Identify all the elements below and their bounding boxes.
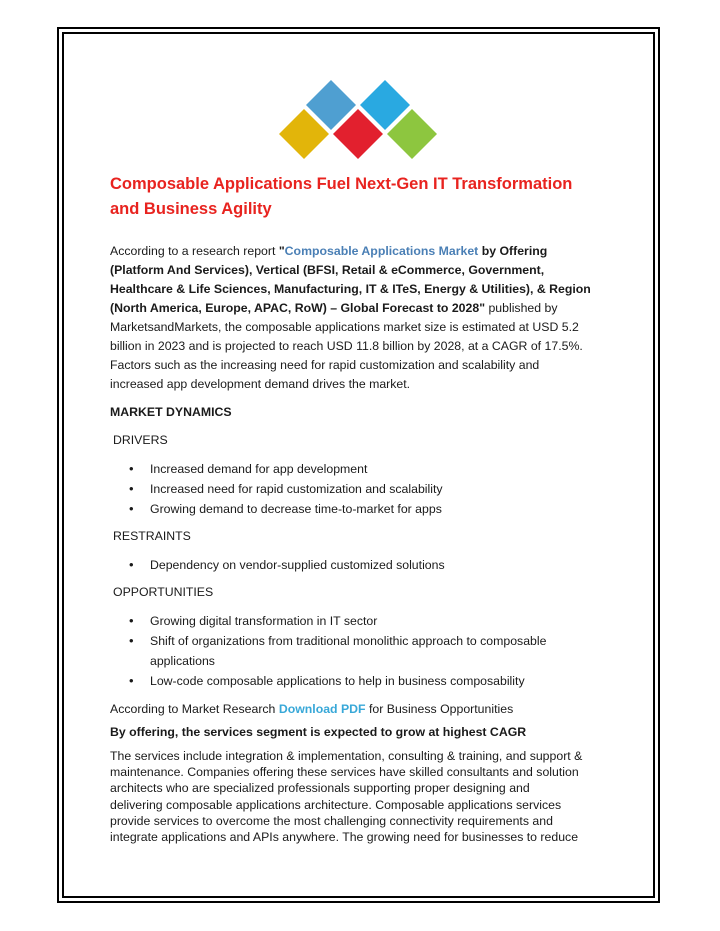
list-item: • Increased need for rapid customization and scalability: [110, 479, 610, 499]
list-item-text-cont: applications: [150, 654, 215, 668]
intro-quote: ": [278, 244, 285, 258]
download-line: [110, 700, 610, 719]
list-item: [110, 631, 610, 671]
drivers-heading: DRIVERS: [113, 433, 168, 447]
intro-line3: Healthcare & Life Sciences, Manufacturing, IT & ITeS, Energy & Utilities), & Region: [110, 282, 591, 296]
services-line: provide services to overcome the most challenging connectivity requirements and: [110, 813, 553, 828]
list-item: • Increased demand for app development: [110, 459, 610, 479]
services-line: maintenance. Companies offering these services have skilled consultants and solution: [110, 765, 579, 780]
market-report-link[interactable]: Composable Applications Market: [284, 244, 479, 258]
intro-line4-bold: (North America, Europe, APAC, RoW) – Global Forecast to 2028": [110, 301, 486, 315]
restraints-heading: RESTRAINTS: [113, 529, 191, 543]
list-item: • Dependency on vendor-supplied customized solutions: [110, 555, 610, 575]
services-line: integrate applications and APIs anywhere. The growing need for businesses to reduce: [110, 830, 579, 845]
intro-paragraph: [110, 242, 610, 394]
restraints-list: [110, 555, 610, 575]
list-item-text: Shift of organizations from traditional monolithic approach to composable: [150, 634, 547, 648]
intro-bold-1: by Offering: [478, 244, 548, 258]
offering-heading: By offering, the services segment is expected to grow at highest CAGR: [110, 725, 527, 739]
intro-line7: Factors such as the increasing need for rapid customization and scalability and: [110, 358, 540, 372]
article-title-line2: and Business Agility: [110, 200, 272, 218]
services-line: The services include integration & implementation, consulting & training, and support &: [110, 749, 583, 763]
drivers-list: [110, 459, 610, 519]
services-line: architects who are specialized professionals supporting proper designing and: [110, 781, 530, 796]
article-body: [110, 172, 610, 845]
intro-line2: (Platform And Services), Vertical (BFSI, Retail & eCommerce, Government,: [110, 263, 545, 277]
intro-line4-rest: published by: [485, 301, 558, 315]
download-prefix: According to Market Research: [110, 702, 279, 716]
list-item: • Low-code composable applications to help in business composability: [110, 671, 610, 691]
download-pdf-link[interactable]: Download PDF: [278, 702, 366, 716]
intro-line5: MarketsandMarkets, the composable applications market size is estimated at USD 5.2: [110, 320, 579, 334]
download-suffix: for Business Opportunities: [365, 702, 514, 716]
article-title-line1: Composable Applications Fuel Next-Gen IT Transformation: [110, 175, 573, 193]
intro-prefix: According to a research report: [110, 244, 279, 258]
intro-line8: increased app development demand drives the market.: [110, 377, 411, 391]
services-line: delivering composable applications architecture. Composable applications services: [110, 797, 562, 812]
opportunities-list: [110, 611, 610, 691]
services-paragraph: [110, 748, 610, 845]
intro-line6: billion in 2023 and is projected to reach USD 11.8 billion by 2028, at a CAGR of 17.5%.: [110, 339, 583, 353]
market-dynamics-heading: MARKET DYNAMICS: [110, 405, 232, 419]
list-item: • Growing digital transformation in IT sector: [110, 611, 610, 631]
opportunities-heading: OPPORTUNITIES: [113, 585, 214, 599]
list-item: • Growing demand to decrease time-to-market for apps: [110, 499, 610, 519]
logo-diamonds-icon: [276, 76, 444, 168]
